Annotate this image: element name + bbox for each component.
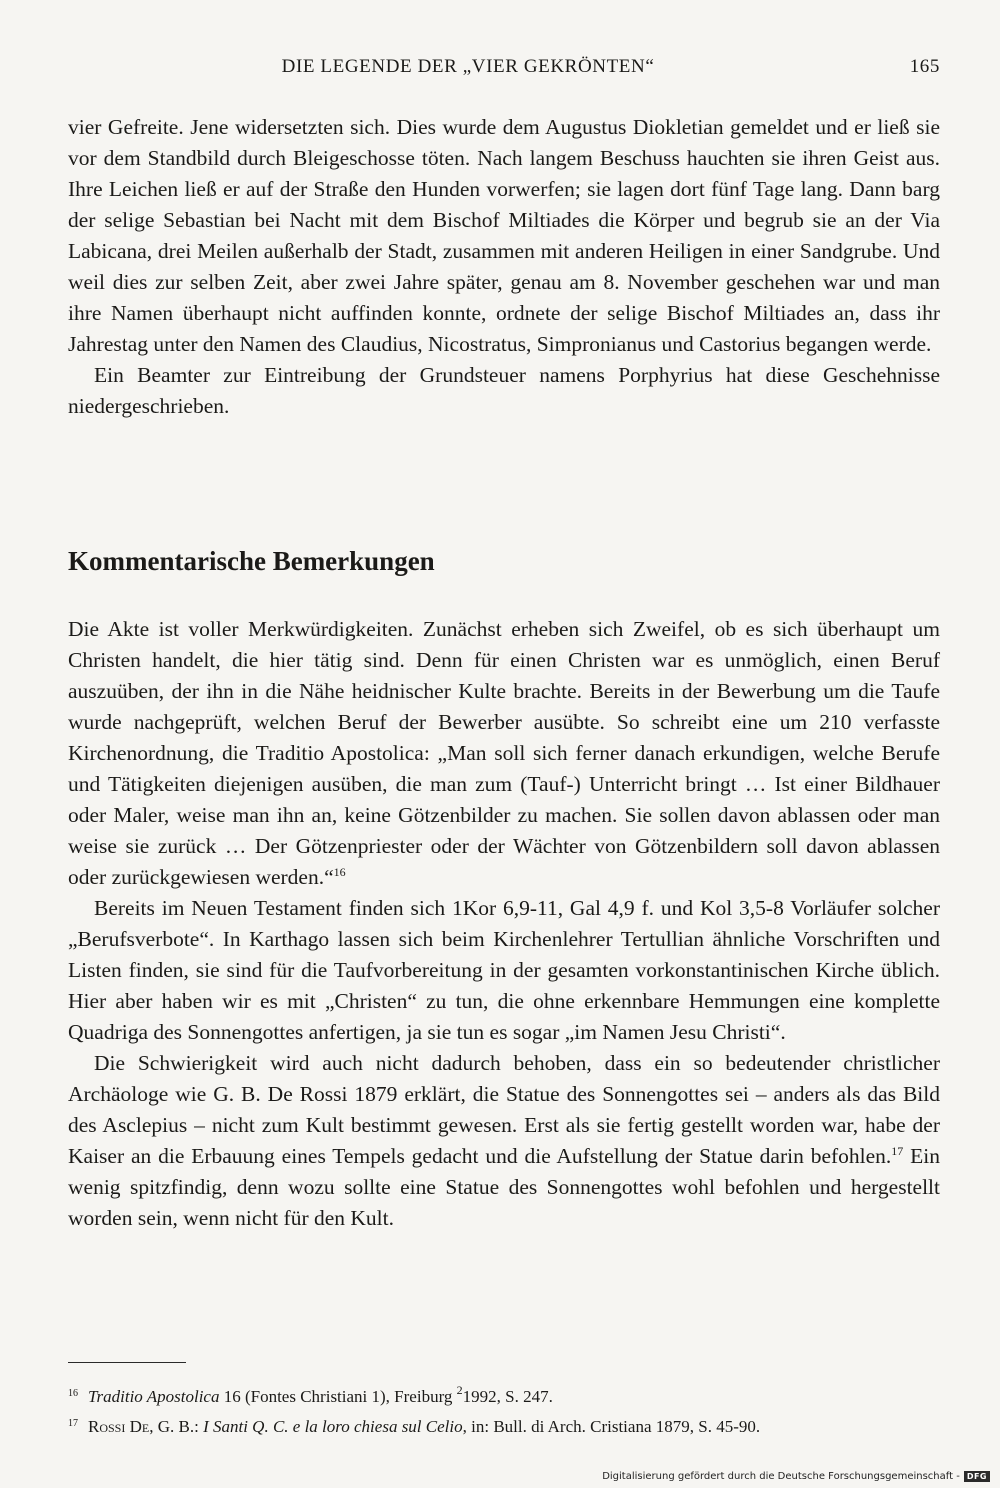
paragraph xyxy=(68,1048,940,1234)
footnote-mark: 16 xyxy=(68,1388,78,1399)
paragraph: vier Gefreite. Jene widersetzten sich. Dies wurde dem Augustus Diokletian gemeldet und er ließ sie vor dem Standbild durch Bleigeschosse töten. Nach langem Beschuss hauchten sie ihren Geist aus. Ihre Leichen ließ er auf der Straße den Hunden vorwerfen; sie lagen dort fünf Tage lang. Dann barg der selige Sebastian bei Nacht mit dem Bischof Miltiades die Körper und begrub sie an der Via Labicana, drei Meilen außerhalb der Stadt, zusammen mit anderen Heiligen in einer Sandgrube. Und weil dies zur selben Zeit, aber zwei Jahre später, genau am 8. November geschehen war und man ihre Namen überhaupt nicht auffinden konnte, ordnete der selige Bischof Miltiades an, dass ihr Jahrestag unter den Namen des Claudius, Nicostratus, Simpronianus und Castorius begangen werde. xyxy=(68,115,940,356)
footnote-reference: 16 xyxy=(333,865,346,879)
page-number: 165 xyxy=(909,56,940,77)
paragraph-text: Die Schwierigkeit wird auch nicht dadurch behoben, dass ein so bedeutender christlicher Archäologe wie G. B. De Rossi 1879 erklärt, die Statue des Sonnengottes sei – anders als das Bild des Asclepius – nicht zum Kult bestimmt gewesen. Erst als sie fertig gestellt worden war, habe der Kaiser an die Erbauung eines Tempels gedacht und die Aufstellung der Statue darin befohlen. xyxy=(68,1051,940,1168)
footnote-divider xyxy=(68,1362,186,1363)
footnote-text: , G. B.: xyxy=(149,1417,204,1436)
footnote-author: Rossi De xyxy=(88,1417,150,1436)
paragraph-text: Ein wenig spitzfindig, denn wozu sollte eine Statue des Sonnengottes wohl befohlen und hergestellt worden sein, wenn nicht für den Kult. xyxy=(68,1144,941,1230)
paragraph: Bereits im Neuen Testament finden sich 1Kor 6,9-11, Gal 4,9 f. und Kol 3,5-8 Vorläufer solcher „Berufsverbote“. In Karthago lassen sich beim Kirchenlehrer Tertullian ähnliche Vorschriften und Listen finden, sie sind für die Taufvorbereitung in der gesamten vorkonstantinischen Kirche üblich. Hier aber haben wir es mit „Christen“ zu tun, die ohne erkennbare Hemmungen eine komplette Quadriga des Sonnengottes anfertigen, ja sie tun es sogar „im Namen Jesu Christi“. xyxy=(68,896,940,1044)
footnote-reference: 17 xyxy=(891,1144,904,1158)
paragraph xyxy=(68,614,940,893)
dfg-logo: DFG xyxy=(964,1471,990,1482)
footnote xyxy=(68,1410,940,1440)
paragraph-text: Die Akte ist voller Merkwürdigkeiten. Zunächst erheben sich Zweifel, ob es sich überhaupt um Christen handelt, die hier tätig sind. Denn für einen Christen war es unmöglich, einen Beruf auszuüben, der ihn in die Nähe heidnischer Kulte brachte. Bereits in der Bewerbung um die Taufe wurde nachgeprüft, welchen Beruf der Bewerber ausübte. So schreibt eine um 210 verfasste Kirchenordnung, die Traditio Apostolica: „Man soll sich ferner danach erkundigen, welche Berufe und Tätigkeiten diejenigen ausüben, die man zum (Tauf-) Unterricht bringt … Ist einer Bildhauer oder Maler, weise man ihn an, keine Götzenbilder zu machen. Sie sollen davon ablassen oder man weise sie zurück … Der Götzenpriester oder der Wächter von Götzenbildern soll davon ablassen oder zurückgewiesen werden.“ xyxy=(68,617,940,889)
paragraph: Ein Beamter zur Eintreibung der Grundsteuer namens Porphyrius hat diese Geschehnisse niedergeschrieben. xyxy=(68,363,940,418)
edition-superscript: 2 xyxy=(456,1383,463,1397)
section-heading: Kommentarische Bemerkungen xyxy=(68,546,435,576)
footnote-title: I Santi Q. C. e la loro chiesa sul Celio xyxy=(203,1417,463,1436)
footnote-mark: 17 xyxy=(68,1418,78,1429)
digitization-notice xyxy=(602,1471,990,1482)
footnotes xyxy=(68,1380,940,1440)
footnote-text: , in: Bull. di Arch. Cristiana 1879, S. 45-90. xyxy=(462,1417,761,1436)
body-text-section xyxy=(68,614,940,1234)
footnote-text: 1992, S. 247. xyxy=(462,1387,553,1406)
footnote-text: 16 (Fontes Christiani 1), Freiburg xyxy=(219,1387,457,1406)
footnote-title: Traditio Apostolica xyxy=(88,1387,220,1406)
digitization-text: Digitalisierung gefördert durch die Deutsche Forschungsgemeinschaft - xyxy=(602,1471,960,1482)
footnote xyxy=(68,1380,940,1410)
body-text-top xyxy=(68,112,940,422)
running-head-title: DIE LEGENDE DER „VIER GEKRÖNTEN“ xyxy=(281,56,655,77)
